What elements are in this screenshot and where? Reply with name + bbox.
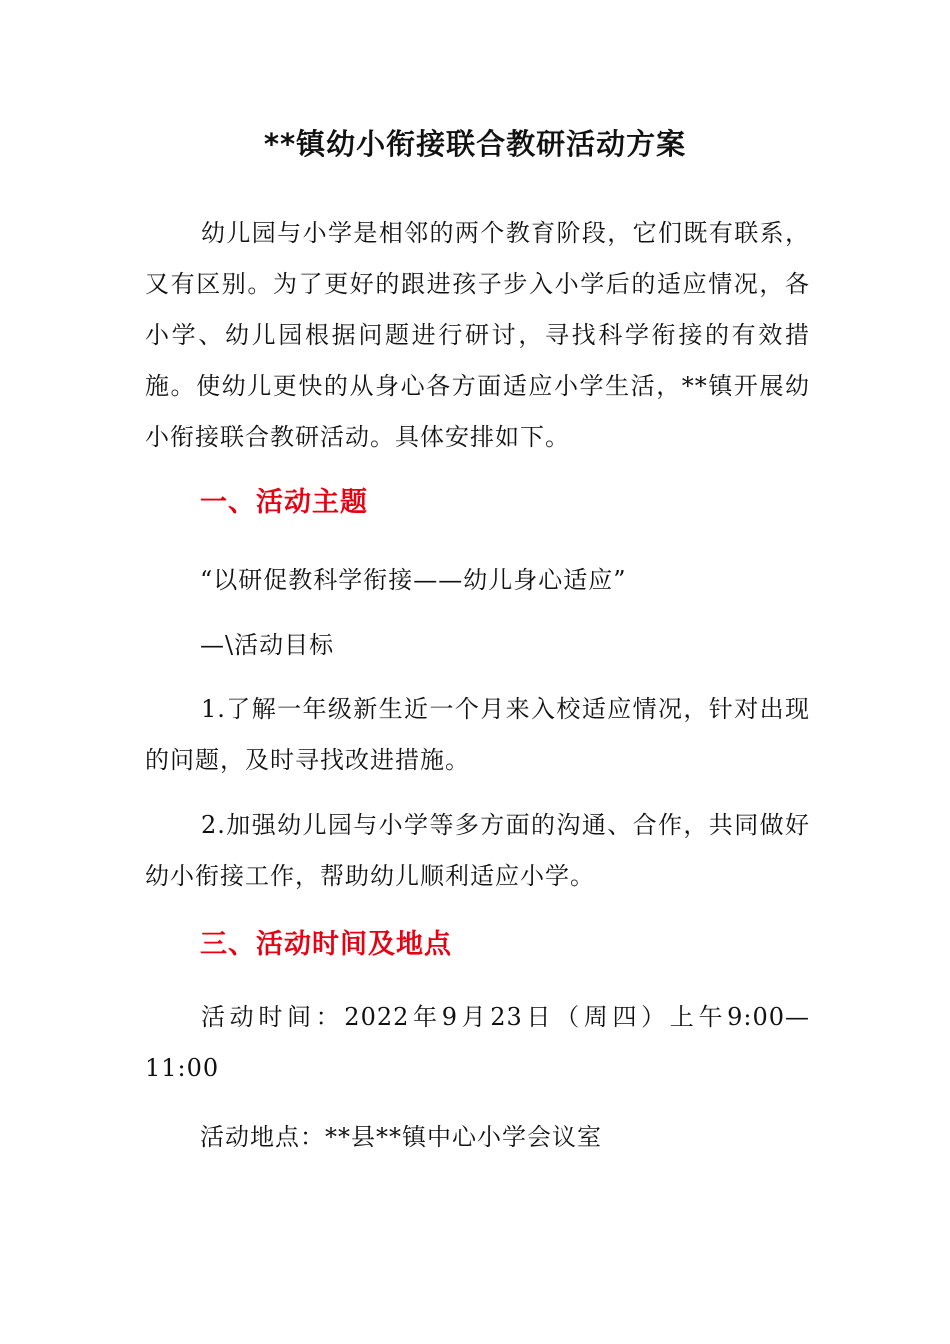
- section-heading-theme: 一、活动主题: [200, 487, 368, 518]
- goal-item-1: 1.了解一年级新生近一个月来入校适应情况，针对出现的问题，及时寻找改进措施。: [145, 695, 810, 774]
- activity-theme-text: “以研促教科学衔接——幼儿身心适应”: [200, 566, 627, 594]
- goal-item-2: 2.加强幼儿园与小学等多方面的沟通、合作，共同做好幼小衔接工作，帮助幼儿顺利适应小学。: [145, 811, 810, 890]
- section-heading-goals: —\活动目标: [200, 631, 335, 659]
- section-heading-time-place: 三、活动时间及地点: [200, 929, 452, 960]
- activity-place-text: 活动地点：**县**镇中心小学会议室: [200, 1123, 602, 1151]
- intro-paragraph: 幼儿园与小学是相邻的两个教育阶段，它们既有联系，又有区别。为了更好的跟进孩子步入小学后的适应情况，各小学、幼儿园根据问题进行研讨，寻找科学衔接的有效措施。使幼儿更快的从身心各方面适应小学生活，**镇开展幼小衔接联合教研活动。具体安排如下。: [145, 219, 810, 451]
- document-title: **镇幼小衔接联合教研活动方案: [263, 127, 687, 161]
- activity-time-text: 活动时间：2022年9月23日（周四）上午9:00—11:00: [145, 1003, 810, 1082]
